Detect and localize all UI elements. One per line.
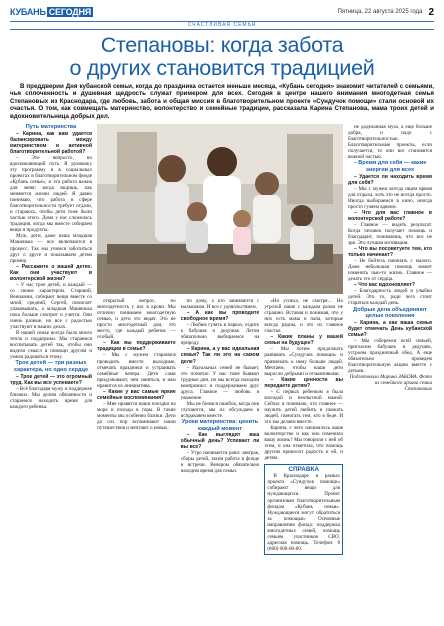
family-photo <box>97 124 343 294</box>
paragraph: В нашей семье всегда было много тепла и поддержки. Мы стараемся воспитывать детей так, чтобы они видели смысл в помощи другим и умели радоваться этому. <box>10 330 92 361</box>
paragraph: – Главное — видеть результат. Когда человек получает помощь и благодарит, понимаешь, что все не зря. Это лучшая мотивация. <box>348 221 432 247</box>
subheading-time-for-self: – Время для себя — какие энергии для всех <box>353 160 427 173</box>
paragraph: – Какие планы у вашей семьи на будущее? <box>264 334 344 347</box>
header-right <box>338 7 434 18</box>
paragraph: – Это непросто, но вдохновляющий путь. Я руковожу эту программу и в социальных проектах в благотворительном фонде «Кубань семья», и эта работа важна для меня: когда видишь, как меняются жизни людей. Я давно понимаю, что работа в сфере благотворительности требует отдачи, и стараюсь, чтобы дети тоже были частью этого. Дома у нас сложилась традиция, когда мы вместе собираем вещи и продукты. <box>10 154 92 234</box>
paragraph: – Карина, как вам удается балансировать между материнством и активной благотворительной работой? <box>10 130 92 155</box>
paragraph: – Какие у вас самые яркие семейные воспоминания? <box>97 388 176 401</box>
paragraph: – Любим гулять в парках, ездить к бабушке и дедушке. Летом обязательно выбираемся на природу. <box>180 322 260 347</box>
subheading-motherhood: Путь материнства <box>25 124 77 131</box>
paragraph: – Карина, а у вас идеальная семья? Так ли это на самом деле? <box>180 346 260 365</box>
lower-columns <box>97 298 343 584</box>
info-box-text: В Краснодаре в рамках проекта «Сундучок помощи» собирают вещи для нуждающихся. Проект организован благотворительным фондом «Кубань семья». Нуждающиеся могут обратиться за помощью. Основные направления фонда: поддержка многодетных семей, помощь семьям участников СВО, адресная помощь. Телефон: 8 (800) 000-00-00. <box>267 473 341 552</box>
paragraph: Мы не боимся ошибок, когда они случаются, мы их обсуждаем и исправляем вместе. <box>180 400 260 419</box>
paragraph: – Идеальных семей не бывает, это понятно. У нас тоже бывают трудные дни, но мы всегда находим компромисс и поддерживаем друг друга. Главное — любовь и уважение. <box>180 364 260 401</box>
paragraph: – Рассажите о вашей детях. Как они участвуют в волонтерской жизни? <box>10 263 92 282</box>
column-3 <box>181 298 260 584</box>
paragraph: – Мы соберемся всей семьей, пригласим бабушек и дедушек, устроим праздничный обед. А еще обязательно проведем благотворительную акцию вместе с детьми. <box>348 337 432 375</box>
paragraph: – Как выглядит ваш обычный день? Успевает ли вы все? <box>180 432 260 451</box>
article-lead: В преддверии Дня кубанской семьи, когда до праздника остается меньше месяца, «Кубань сегодня» знакомит читателей с семьями, чья сплоченность и душевная щедрость служат примером для всех. Сегодня в центре нашего внимания многодетная семья Степановых из Краснодара, где любовь, забота и общая миссия в благотворительном проекте «Сундучок помощи» стали основой их счастья. О том, как совмещать материнство, волонтерство и семейные традиции, рассказала Карина Степанова, мама троих детей и вдохновительница добрых дел. <box>10 83 434 120</box>
column-3b <box>264 298 343 584</box>
paragraph: по дому, а кто занимается с малышами. И все с удовольствием. <box>180 298 260 311</box>
subheading-good-deeds: Добрые дела объединяют целые поколения <box>353 306 427 320</box>
column-1 <box>10 124 92 584</box>
paragraph: – Мне нравятся наши поездки на море и походы в горы. В такие моменты мы особенно близки. Дети до сих пор вспоминают наши путешествия и мечтают о новых. <box>97 400 176 432</box>
rubric-label: СЧАСТЛИВАЯ СЕМЬЯ <box>10 21 434 30</box>
paragraph: открытый вопрос, но многодетность у нас в крови. Мы отлично понимаем многодетную семью, и дети это видят. Это не просто многодетный дом, это место, где каждый ребенок — особый. <box>97 298 176 341</box>
paragraph: не доделанная муза, а еще больше добра, и надо с благотворительностью. Благотворительные проекты, если получается, то они все становятся важной частью. <box>348 124 432 161</box>
paragraph: – Мы с мужем всегда ищем время для отдыха, хоть это не всегда просто. Иногда выбираемся в кино, иногда просто гуляем вдвоем. <box>348 185 432 210</box>
info-box-title: СПРАВКА <box>288 466 319 474</box>
paragraph: – Что вы посоветуете тем, кто только начинает? <box>348 246 432 259</box>
paragraph: – Как вы поддерживаете традиции в семье? <box>97 340 176 353</box>
page-number: 2 <box>428 6 434 18</box>
logo-part-segodnya: СЕГОДНЯ <box>48 7 92 17</box>
paragraph: – С первых ребенком я была молодой и неопытной мамой. Сейчас я понимаю, что главное — научить детей любить и уважать людей, помогать тем, кто в беде. И это мы делаем вместе. <box>264 388 344 425</box>
paragraph: – Мы хотим продолжать развивать «Сундучок помощи» и привлекать к нему больше людей. Мечтаем, чтобы наши дети выросли добрыми и отзывчивыми. <box>264 346 344 377</box>
subheading-lessons: Уроки материнства: ценить каждый момент <box>181 418 259 432</box>
headline-line-2: о других становится традицией <box>69 56 375 80</box>
family-photo-illustration <box>97 124 343 294</box>
paragraph: – Всё благодаря мужу и поддержке близких. Мы делим обязанности и стараемся находить время для каждого ребенка. <box>10 385 92 410</box>
paragraph: – Благодарность людей и улыбки детей. Это то, ради чего стоит стараться каждый день. <box>348 288 432 307</box>
info-box <box>264 464 343 555</box>
paragraph: – Утро начинается рано: завтрак, сборы детей, затем работа в фонде и встречи. Вечером обязательно находим время для семьи. <box>180 450 260 475</box>
paragraph: – Трое детей — это огромный труд. Как вы все успеваете? <box>10 373 92 386</box>
issue-date: Пятница, 22 августа 2025 года <box>337 9 423 15</box>
paragraph: – Что для вас главное в волонтерской работе? <box>348 209 432 222</box>
author-signature: Подготовила Марина ЗАБОВА. Фото из семейного архива семьи Степановых <box>349 374 432 393</box>
paragraph: – Что вас вдохновляет? <box>354 282 415 289</box>
paragraph: – У нас трое детей, и каждый — со своим характером. Старший, Вениамин, собирает вещи вместе со мной, средний, Сергей, помогает упаковывать, а младшая Машенька пока больше смотрит и учится. Они очень разные, но все с радостью участвуют в наших делах. <box>10 281 92 331</box>
paragraph: – Не бойтесь начинать с малого. Даже небольшая помощь может изменить чью-то жизнь. Главное — делать это от сердца. <box>348 258 432 283</box>
paragraph: Муж, дети, даже наша младшая Машенька — все включаются в процесс. Так мы учимся заботиться друг о друге и показываем детям пример. <box>10 233 92 264</box>
paragraph: – А как вы проводите свободное время? <box>180 310 260 323</box>
paragraph: – Мы с мужем стараемся проводить вместе выходные, отмечать праздники и устраивать семейные вечера. Дети сами придумывают, чем заняться, и нам нравится их инициатива. <box>97 352 176 389</box>
article-headline <box>10 34 434 80</box>
article-body <box>10 124 434 584</box>
column-2 <box>97 298 176 584</box>
paragraph: – Карина, а как ваша семья будет отмечать День кубанской семьи? <box>348 319 432 338</box>
logo-part-kuban: КУБАНЬ <box>10 7 46 17</box>
page-header <box>10 6 434 18</box>
paragraph: «Но успеха, не смотря… Но угрозой наше с каждым разом не страшно. Вставая и понимая, что у них есть мама и папа, которые всегда рядом, и это их главное счастье. <box>264 298 344 335</box>
paragraph: – Какие ценности вы передаете детям? <box>264 376 344 389</box>
paragraph: – Удается ли находить время для себя? <box>348 173 432 186</box>
subheading-three-children: Трое детей — три разных характера, но одно сердце <box>13 360 89 373</box>
center-block <box>97 124 343 584</box>
newspaper-logo <box>10 7 93 17</box>
paragraph: Карина, с чего начиналось ваше волонтерство и как оно изменило вашу жизнь? Мы говорили с ней об этом, и она отметила, что помощь другим приносит радость и ей, и детям. <box>264 425 344 462</box>
headline-line-1: Степановы: когда забота <box>100 33 344 57</box>
column-4 <box>348 124 432 584</box>
